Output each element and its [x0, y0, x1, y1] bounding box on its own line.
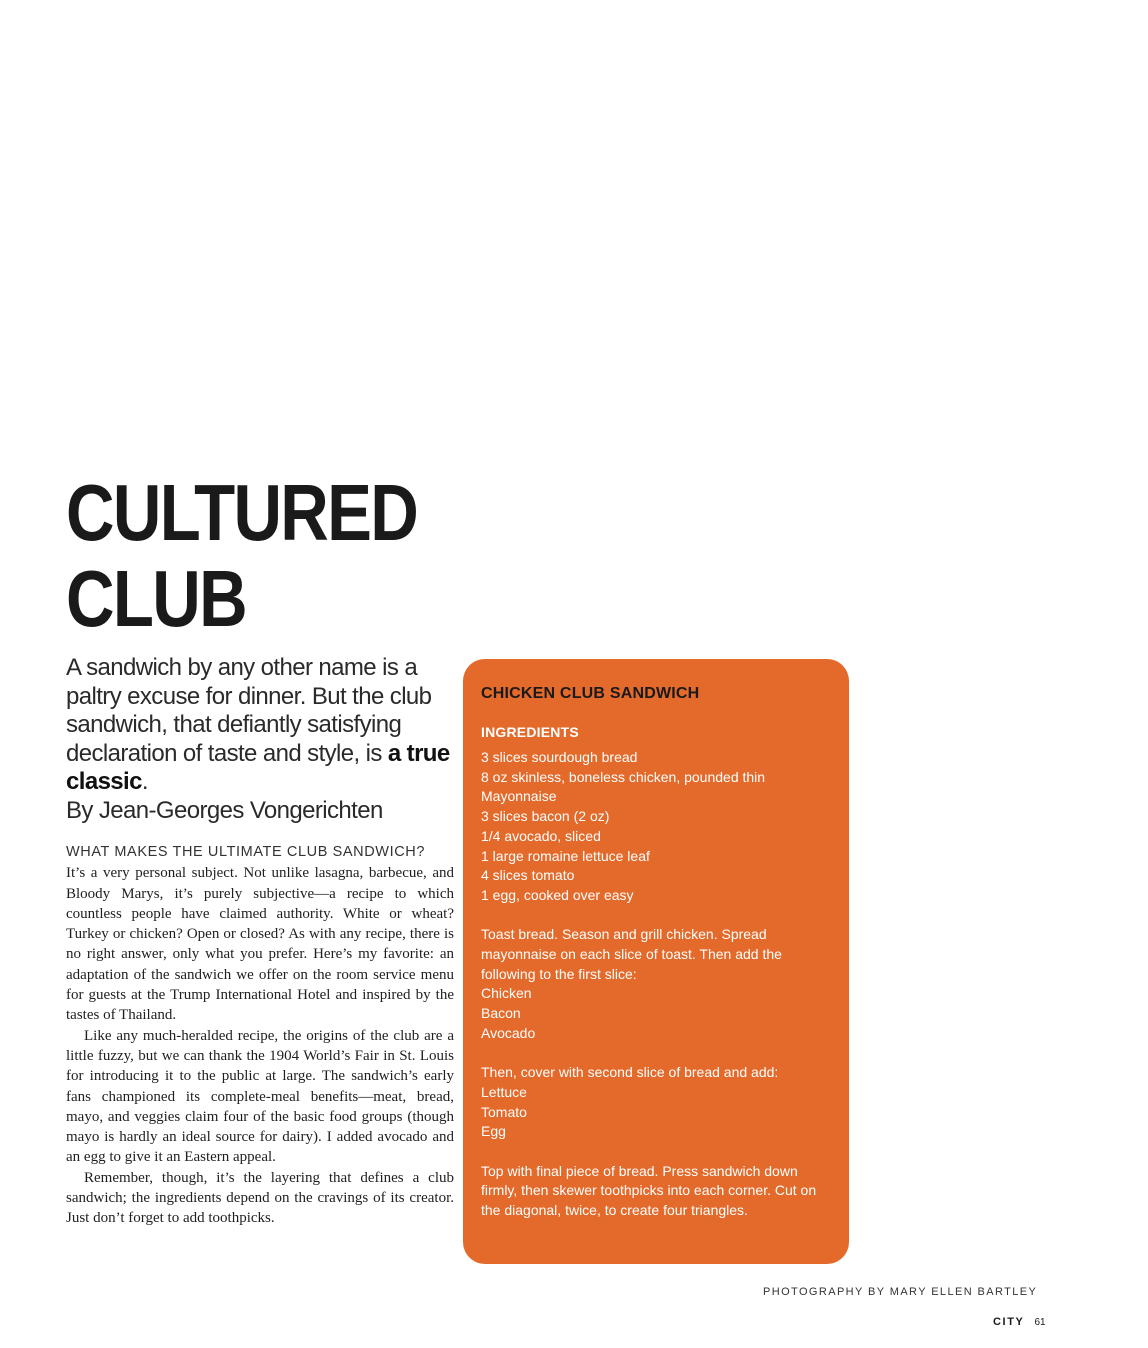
article-paragraph-1: It’s a very personal subject. Not unlike lasagna, barbecue, and Bloody Marys, it’s purely subjective—a recipe to which countless people have claimed authority. White or wheat? Turkey or chicken? Open or closed? As with any recipe, there is no right answer, only what you prefer. Here’s my favorite: an adaptation of the sandwich we offer on the room service menu for guests at the Trump International Hotel and inspired by the tastes of Thailand. — [66, 865, 454, 1024]
ingredient-item: 3 slices bacon (2 oz) — [481, 808, 610, 825]
ingredient-item: 4 slices tomato — [481, 867, 575, 884]
step-item: Avocado — [481, 1024, 536, 1041]
step-item: Bacon — [481, 1005, 521, 1022]
headline-line-2: CLUB — [66, 554, 246, 643]
ingredient-item: 1 large romaine lettuce leaf — [481, 847, 650, 864]
step-item: Lettuce — [481, 1083, 527, 1100]
step-item: Tomato — [481, 1103, 527, 1120]
ingredient-item: 3 slices sourdough bread — [481, 749, 638, 765]
step-instruction: Toast bread. Season and grill chicken. Spread mayonnaise on each slice of toast. Then add the following to the first slice: — [481, 926, 782, 982]
step-item: Egg — [481, 1123, 506, 1140]
article-paragraph-2: Like any much-heralded recipe, the origins of the club are a little fuzzy, but we can thank the 1904 World’s Fair in St. Louis for introducing it to the public at large. The sandwich’s early fans championed its complete-meal benefits—meat, bread, mayo, and veggies claim four of the basic food groups (though mayo is hardly an ideal source for dairy). I added avocado and an egg to give it an Eastern appeal. — [66, 1027, 454, 1166]
dek-lead: A sandwich by any other name is a paltry excuse for dinner. But the club sandwich, that defiantly satisfying declaration of taste and style, is — [66, 654, 432, 767]
article-kicker: WHAT MAKES THE ULTIMATE CLUB SANDWICH? — [66, 844, 426, 860]
recipe-box — [463, 659, 849, 1264]
headline-line-1: CULTURED — [66, 468, 418, 557]
ingredient-item: 1/4 avocado, sliced — [481, 827, 601, 844]
page-number: 61 — [1034, 1317, 1046, 1328]
page-folio — [993, 1316, 1046, 1328]
dek — [66, 654, 466, 825]
dek-emphasis: a true classic — [66, 739, 450, 795]
step-instruction: Top with final piece of bread. Press sandwich down firmly, then skewer toothpicks into each corner. Cut on the diagonal, twice, to create four triangles. — [481, 1162, 817, 1219]
ingredient-item: Mayonnaise — [481, 788, 557, 805]
recipe-step-1 — [481, 925, 831, 1043]
dek-end: . — [141, 768, 148, 795]
recipe-title: CHICKEN CLUB SANDWICH — [481, 685, 700, 702]
magazine-name: CITY — [993, 1316, 1025, 1328]
article-paragraph-3: Remember, though, it’s the layering that defines a club sandwich; the ingredients depend on the cravings of its creator. Just don’t forget to add toothpicks. — [66, 1169, 454, 1227]
recipe-step-3 — [481, 1162, 831, 1221]
ingredients-heading: INGREDIENTS — [481, 724, 579, 740]
ingredient-item: 1 egg, cooked over easy — [481, 886, 634, 903]
byline: By Jean-Georges Vongerichten — [66, 796, 383, 824]
step-instruction: Then, cover with second slice of bread and add: — [481, 1064, 779, 1081]
ingredients-list — [481, 748, 831, 906]
recipe-step-2 — [481, 1063, 831, 1142]
step-item: Chicken — [481, 985, 532, 1002]
ingredient-item: 8 oz skinless, boneless chicken, pounded thin — [481, 768, 766, 785]
headline — [66, 470, 417, 642]
photo-credit: PHOTOGRAPHY BY MARY ELLEN BARTLEY — [763, 1286, 1038, 1298]
article-body — [66, 842, 454, 1229]
